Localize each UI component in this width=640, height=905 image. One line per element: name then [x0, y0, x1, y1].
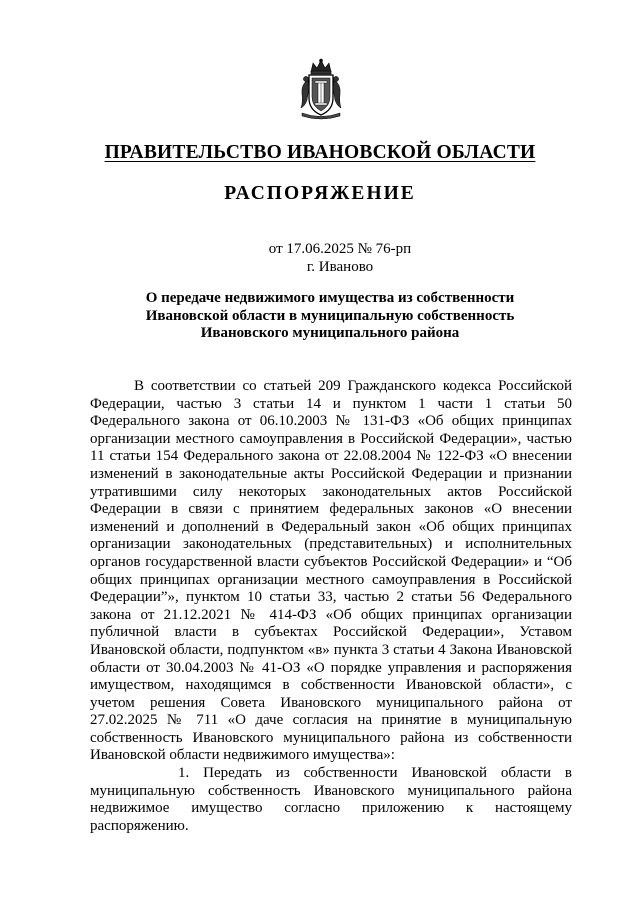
right-supporter-icon — [333, 76, 341, 108]
item-1-text: Передать из собственности Ивановской области в муниципальную собственность Ивановского муниципального района недвижимое имущество согласно приложению к настоящему распоряжению. — [90, 765, 573, 834]
coat-of-arms-emblem — [298, 58, 344, 122]
document-date-number: от 17.06.2025 № 76-рп — [268, 241, 412, 257]
item-1-number: 1. — [178, 765, 190, 782]
crown-icon — [311, 59, 331, 74]
document-type-title: РАСПОРЯЖЕНИЕ — [224, 183, 416, 204]
subject-line: Ивановского муниципального района — [200, 325, 460, 341]
item-1-paragraph — [90, 765, 572, 835]
preamble-paragraph: В соответствии со статьей 209 Гражданского кодекса Российской Федерации, частью 3 статьи 14 и пунктом 1 части 1 статьи 50 Федерального закона от 06.10.2003 № 131-ФЗ «Об общих принципах организации местного самоуправления в Российской Федерации», частью 11 статьи 154 Федерального закона от 22.08.2004 № 122-ФЗ «О внесении изменений в законодательные акты Российской Федерации и признании утратившими силу некоторых законодательных актов Российской Федерации в связи с принятием федеральных законов «О внесении изменений и дополнений в Федеральный закон «Об общих принципах организации законодательных (представительных) и исполнительных органов государственной власти субъектов Российской Федерации» и “Об общих принципах организации местного самоуправления в Российской Федерации”», пунктом 10 статьи 33, частью 2 статьи 56 Федерального закона от 21.12.2021 № 414-ФЗ «Об общих принципах организации публичной власти в субъектах Российской Федерации», Уставом Ивановской области, подпунктом «в» пункта 3 статьи 4 Закона Ивановской области от 30.04.2003 № 41-ОЗ «О порядке управления и распоряжения имуществом, находящимся в собственности Ивановской области», с учетом решения Совета Ивановского муниципального района от 27.02.2025 № 711 «О даче согласия на принятие в муниципальную собственность Ивановского муниципального района из собственности Ивановской области недвижимого имущества»: — [90, 378, 572, 764]
subject-line: О передаче недвижимого имущества из собственности — [145, 290, 515, 306]
document-body — [90, 378, 572, 835]
document-city: г. Иваново — [306, 259, 374, 275]
subject-line: Ивановской области в муниципальную собственность — [145, 307, 515, 324]
document-subject — [120, 290, 540, 343]
left-supporter-icon — [301, 76, 309, 108]
government-title: ПРАВИТЕЛЬСТВО ИВАНОВСКОЙ ОБЛАСТИ — [104, 142, 536, 163]
shield-icon — [309, 75, 333, 115]
